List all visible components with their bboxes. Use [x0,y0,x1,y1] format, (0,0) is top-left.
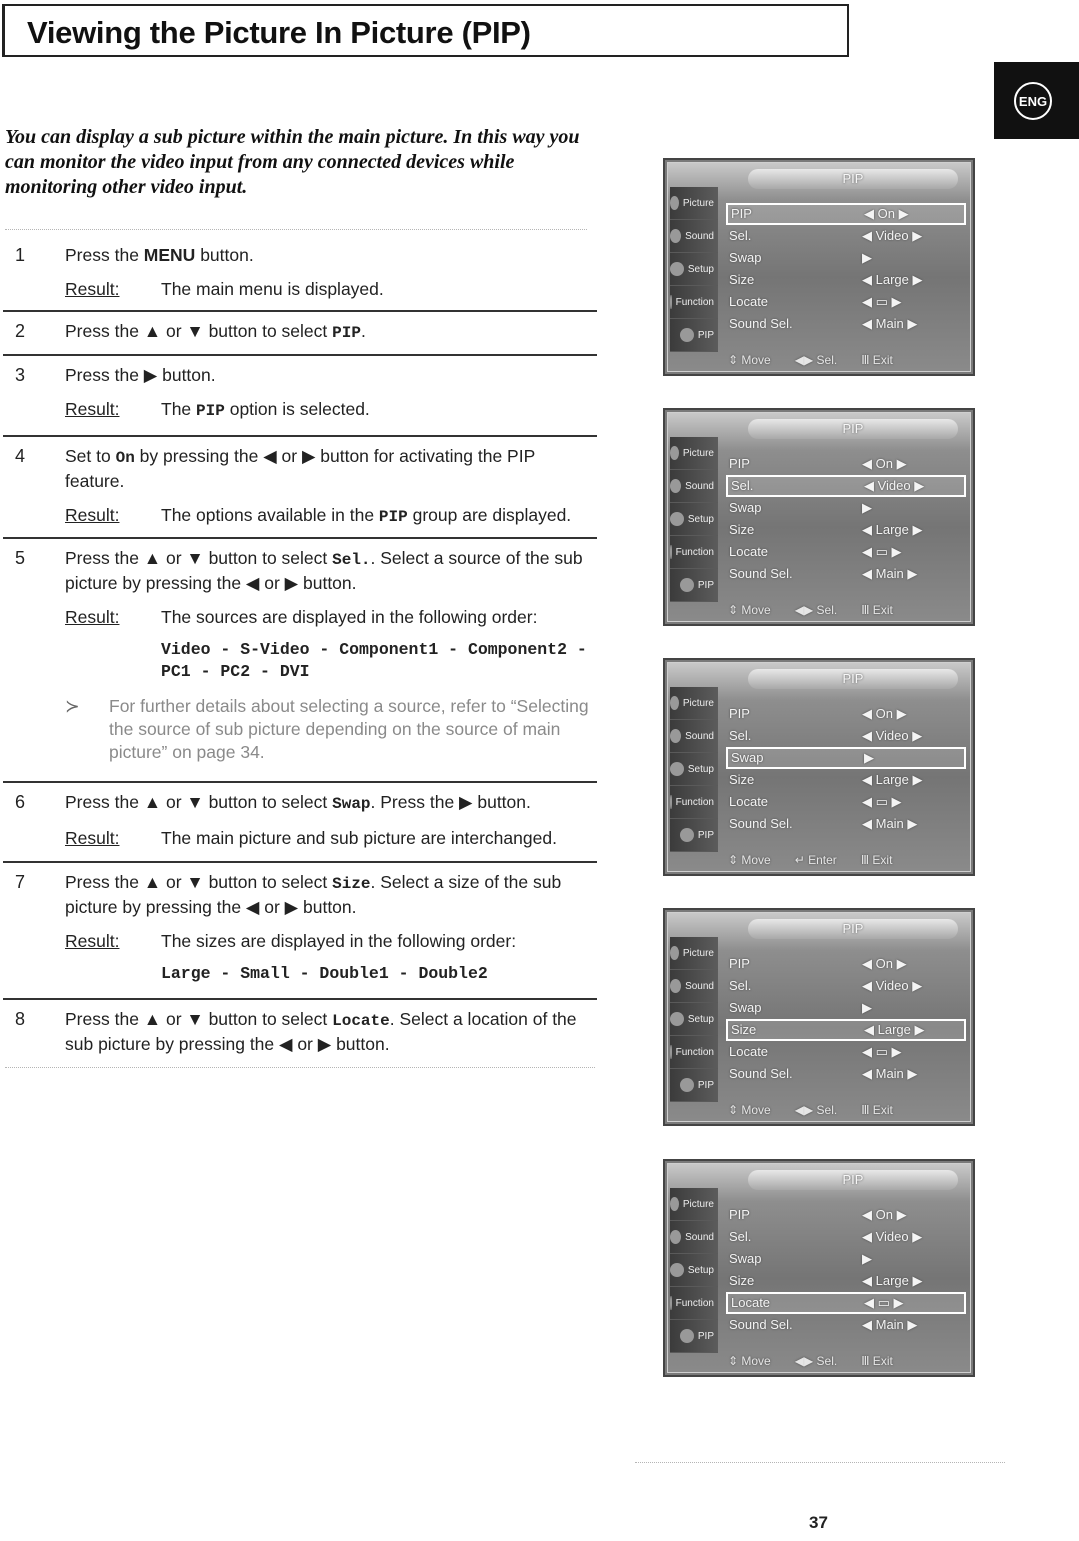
osd-row-pip: PIP ◀ On ▶ [726,203,966,225]
osd-row-sound-sel: Sound Sel. ◀ Main ▶ [729,566,918,581]
note-text: For further details about selecting a source, refer to “Selecting the source of sub picture depending on the source of main picture” on page 34. [109,696,589,762]
osd-row-swap: Swap ▶ [729,250,872,265]
osd-row-sel: Sel. ◀ Video ▶ [729,728,923,743]
steps-list [3,236,597,1064]
osd-footer-move: ⇕ Move [728,603,771,617]
osd-row-sound-sel: Sound Sel. ◀ Main ▶ [729,816,918,831]
osd-footer-exit: Ⅲ Exit [861,1103,893,1117]
osd-side-setup: Setup [670,253,718,286]
osd-side-setup: Setup [670,1254,718,1287]
osd-footer-move: ⇕ Move [728,853,771,867]
function-icon [670,1296,672,1310]
osd-screenshot [663,408,975,626]
note-arrow-icon: ≻ [65,696,80,716]
setup-icon [670,1263,684,1277]
result-text: The options available in the PIP group are displayed. [161,505,572,526]
dotted-separator [635,1462,1005,1463]
osd-footer-move: ⇕ Move [728,1354,771,1368]
osd-footer-action: ◀▶ Sel. [794,1354,838,1368]
osd-row-sel: Sel. ◀ Video ▶ [729,1229,923,1244]
sound-icon [670,229,681,243]
osd-row-swap: Swap ▶ [726,747,966,769]
osd-footer-exit: Ⅲ Exit [861,353,893,367]
osd-row-locate: Locate ◀ ▭ ▶ [726,1292,966,1314]
osd-side-function: Function [670,286,718,319]
osd-row-sel: Sel. ◀ Video ▶ [729,228,923,243]
osd-footer-exit: Ⅲ Exit [861,603,893,617]
step-result [65,398,597,423]
title-box [2,4,849,57]
osd-screenshot [663,658,975,876]
osd-side-pip: PIP [670,569,718,602]
step-number: 2 [15,321,26,341]
step-4 [3,437,597,539]
step-result [65,504,597,529]
osd-menu [726,203,966,335]
picture-icon [670,946,679,960]
language-badge: ENG [1014,82,1052,120]
result-label: Result: [65,931,120,951]
step-number: 8 [15,1009,26,1029]
setup-icon [670,1012,684,1026]
step-result [65,278,597,301]
setup-icon [670,262,684,276]
setup-icon [670,762,684,776]
osd-side-sound: Sound [670,1221,718,1254]
sound-icon [670,1230,681,1244]
result-label: Result: [65,828,120,848]
page-title: Viewing the Picture In Picture (PIP) [27,15,531,50]
osd-side-function: Function [670,786,718,819]
osd-side-setup: Setup [670,503,718,536]
osd-row-size: Size ◀ Large ▶ [726,1019,966,1041]
result-label: Result: [65,399,120,419]
step-8 [3,1000,597,1064]
osd-row-size: Size ◀ Large ▶ [729,522,923,537]
osd-row-sound-sel: Sound Sel. ◀ Main ▶ [729,316,918,331]
osd-side-picture: Picture [670,687,718,720]
osd-sidebar [670,687,718,857]
osd-side-picture: Picture [670,187,718,220]
osd-menu [726,1204,966,1336]
osd-row-pip: PIP ◀ On ▶ [729,1207,907,1222]
pip-icon [680,828,694,842]
dotted-separator [5,1067,595,1068]
osd-side-picture: Picture [670,437,718,470]
osd-row-pip: PIP ◀ On ▶ [729,706,907,721]
osd-row-pip: PIP ◀ On ▶ [729,956,907,971]
dotted-separator [5,229,587,230]
osd-title: PIP [748,669,958,689]
sound-icon [670,979,681,993]
step-number: 6 [15,792,26,812]
step-2 [3,312,597,356]
osd-row-size: Size ◀ Large ▶ [729,272,923,287]
osd-row-sel: Sel. ◀ Video ▶ [729,978,923,993]
osd-footer-action: ◀▶ Sel. [794,1103,838,1117]
result-text: The sizes are displayed in the following order: [161,931,517,951]
osd-side-function: Function [670,536,718,569]
step-number: 7 [15,872,26,892]
osd-side-pip: PIP [670,319,718,352]
step-instruction: Press the ▲ or ▼ button to select Locate. Select a location of the sub picture by pressing the ◀ or ▶ button. [65,1009,577,1054]
osd-footer [728,1354,893,1368]
function-icon [670,295,672,309]
osd-row-swap: Swap ▶ [729,1000,872,1015]
osd-title: PIP [748,419,958,439]
pip-icon [680,1078,694,1092]
osd-side-sound: Sound [670,220,718,253]
language-tab [994,62,1079,139]
step-instruction: Set to On by pressing the ◀ or ▶ button for activating the PIP feature. [65,446,535,491]
osd-side-sound: Sound [670,470,718,503]
osd-row-swap: Swap ▶ [729,1251,872,1266]
osd-row-sel: Sel. ◀ Video ▶ [726,475,966,497]
step-number: 3 [15,365,26,385]
osd-side-pip: PIP [670,1320,718,1353]
osd-screenshot [663,908,975,1126]
picture-icon [670,696,679,710]
pip-icon [680,328,694,342]
step-7 [3,863,597,1000]
result-text: The PIP option is selected. [161,399,370,420]
osd-side-pip: PIP [670,1069,718,1102]
step-5 [3,539,597,783]
osd-row-locate: Locate ◀ ▭ ▶ [729,294,902,309]
result-label: Result: [65,505,120,525]
osd-screenshot [663,158,975,376]
osd-screenshot [663,1159,975,1377]
picture-icon [670,1197,679,1211]
note [65,695,597,764]
osd-row-swap: Swap ▶ [729,500,872,515]
osd-row-locate: Locate ◀ ▭ ▶ [729,794,902,809]
result-text: The main picture and sub picture are interchanged. [161,828,557,848]
step-number: 5 [15,548,26,568]
osd-side-pip: PIP [670,819,718,852]
function-icon [670,1045,672,1059]
osd-row-locate: Locate ◀ ▭ ▶ [729,1044,902,1059]
osd-side-function: Function [670,1036,718,1069]
step-instruction: Press the ▲ or ▼ button to select Swap. Press the ▶ button. [65,792,531,813]
osd-footer-move: ⇕ Move [728,353,771,367]
result-text: The sources are displayed in the following order: [161,607,538,627]
osd-footer [728,853,892,867]
pip-icon [680,1329,694,1343]
picture-icon [670,196,679,210]
page-number: 37 [809,1513,828,1532]
step-instruction: Press the ▶ button. [65,365,216,385]
osd-side-picture: Picture [670,1188,718,1221]
osd-row-size: Size ◀ Large ▶ [729,1273,923,1288]
osd-footer-action: ◀▶ Sel. [794,603,838,617]
step-instruction: Press the MENU button. [65,245,254,265]
osd-side-picture: Picture [670,937,718,970]
osd-menu [726,703,966,835]
osd-row-pip: PIP ◀ On ▶ [729,456,907,471]
result-text: The main menu is displayed. [161,279,384,299]
function-icon [670,795,672,809]
osd-side-setup: Setup [670,753,718,786]
osd-footer-exit: Ⅲ Exit [861,1354,893,1368]
result-label: Result: [65,607,120,627]
step-result [65,606,597,629]
osd-side-sound: Sound [670,970,718,1003]
osd-sidebar [670,1188,718,1358]
step-number: 4 [15,446,26,466]
step-6 [3,783,597,863]
osd-side-function: Function [670,1287,718,1320]
step-instruction: Press the ▲ or ▼ button to select Sel.. Select a source of the sub picture by pressing the ◀ or ▶ button. [65,548,583,593]
step-1 [3,236,597,312]
osd-footer [728,603,893,617]
sound-icon [670,729,681,743]
osd-row-sound-sel: Sound Sel. ◀ Main ▶ [729,1066,918,1081]
osd-footer-action: ◀▶ Sel. [794,353,838,367]
result-label: Result: [65,279,120,299]
osd-menu [726,453,966,585]
picture-icon [670,446,679,460]
osd-footer-action: ↵ Enter [794,853,837,867]
osd-sidebar [670,437,718,607]
osd-menu [726,953,966,1085]
osd-title: PIP [748,919,958,939]
pip-icon [680,578,694,592]
osd-footer-exit: Ⅲ Exit [860,853,893,867]
osd-row-sound-sel: Sound Sel. ◀ Main ▶ [729,1317,918,1332]
osd-footer [728,353,893,367]
osd-side-setup: Setup [670,1003,718,1036]
osd-side-sound: Sound [670,720,718,753]
osd-title: PIP [748,1170,958,1190]
intro-text: You can display a sub picture within the main picture. In this way you can monitor the video input from any connected devices while monitoring other video input. [5,126,580,198]
step-instruction: Press the ▲ or ▼ button to select PIP. [65,321,366,342]
osd-footer-move: ⇕ Move [728,1103,771,1117]
step-result [65,930,597,953]
step-result [65,827,597,850]
source-order: Video - S-Video - Component1 - Component2 - PC1 - PC2 - DVI [161,640,587,681]
osd-row-size: Size ◀ Large ▶ [729,772,923,787]
osd-footer [728,1103,893,1117]
osd-title: PIP [748,169,958,189]
osd-sidebar [670,187,718,357]
setup-icon [670,512,684,526]
sound-icon [670,479,681,493]
step-3 [3,356,597,437]
step-instruction: Press the ▲ or ▼ button to select Size. Select a size of the sub picture by pressing the ◀ or ▶ button. [65,872,562,917]
osd-sidebar [670,937,718,1107]
osd-row-locate: Locate ◀ ▭ ▶ [729,544,902,559]
size-order: Large - Small - Double1 - Double2 [161,964,488,983]
step-number: 1 [15,245,26,265]
function-icon [670,545,672,559]
